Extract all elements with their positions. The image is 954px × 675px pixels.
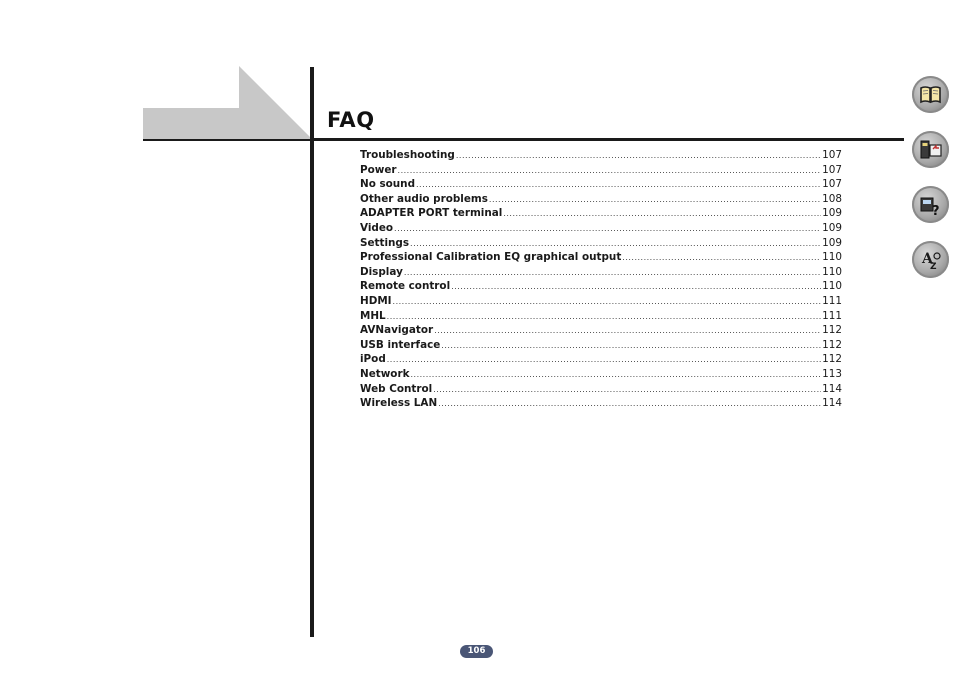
- horizontal-rule-right: [310, 138, 904, 141]
- svg-text:Z: Z: [930, 262, 937, 272]
- toc-entry[interactable]: Web Control ..... 114: [360, 383, 842, 398]
- toc-entry[interactable]: Professional Calibration EQ graphical output ..... 110: [360, 251, 842, 266]
- toc-entry[interactable]: HDMI ..... 111: [360, 295, 842, 310]
- toc-entry[interactable]: Settings ..... 109: [360, 237, 842, 252]
- toc-entry[interactable]: Power ..... 107: [360, 164, 842, 179]
- page-title: FAQ: [327, 108, 375, 132]
- toc-entry[interactable]: MHL ..... 111: [360, 310, 842, 325]
- toc-entry[interactable]: No sound ..... 107: [360, 178, 842, 193]
- toc-entry[interactable]: Other audio problems ..... 108: [360, 193, 842, 208]
- help-icon[interactable]: [912, 186, 949, 223]
- svg-text:?: ?: [932, 204, 940, 219]
- receiver-icon[interactable]: [912, 131, 949, 168]
- toc-entry[interactable]: Remote control ..... 110: [360, 280, 842, 295]
- horizontal-rule-left: [143, 139, 313, 141]
- toc-entry[interactable]: ADAPTER PORT terminal ..... 109: [360, 207, 842, 222]
- section-tab-shape: [143, 66, 313, 141]
- page-number-badge: 106: [460, 645, 493, 658]
- toc-entry[interactable]: Display ..... 110: [360, 266, 842, 281]
- toc-entry[interactable]: Video ..... 109: [360, 222, 842, 237]
- svg-text:A: A: [922, 251, 933, 267]
- book-icon[interactable]: [912, 76, 949, 113]
- toc-entry[interactable]: Network ..... 113: [360, 368, 842, 383]
- toc-entry[interactable]: AVNavigator ..... 112: [360, 324, 842, 339]
- toc-entry[interactable]: USB interface ..... 112: [360, 339, 842, 354]
- glossary-icon[interactable]: [912, 241, 949, 278]
- vertical-rule: [310, 67, 314, 637]
- toc-entry[interactable]: Wireless LAN ..... 114: [360, 397, 842, 412]
- toc-entry[interactable]: iPod ..... 112: [360, 353, 842, 368]
- toc-entry[interactable]: Troubleshooting ..... 107: [360, 149, 842, 164]
- table-of-contents: [360, 149, 842, 412]
